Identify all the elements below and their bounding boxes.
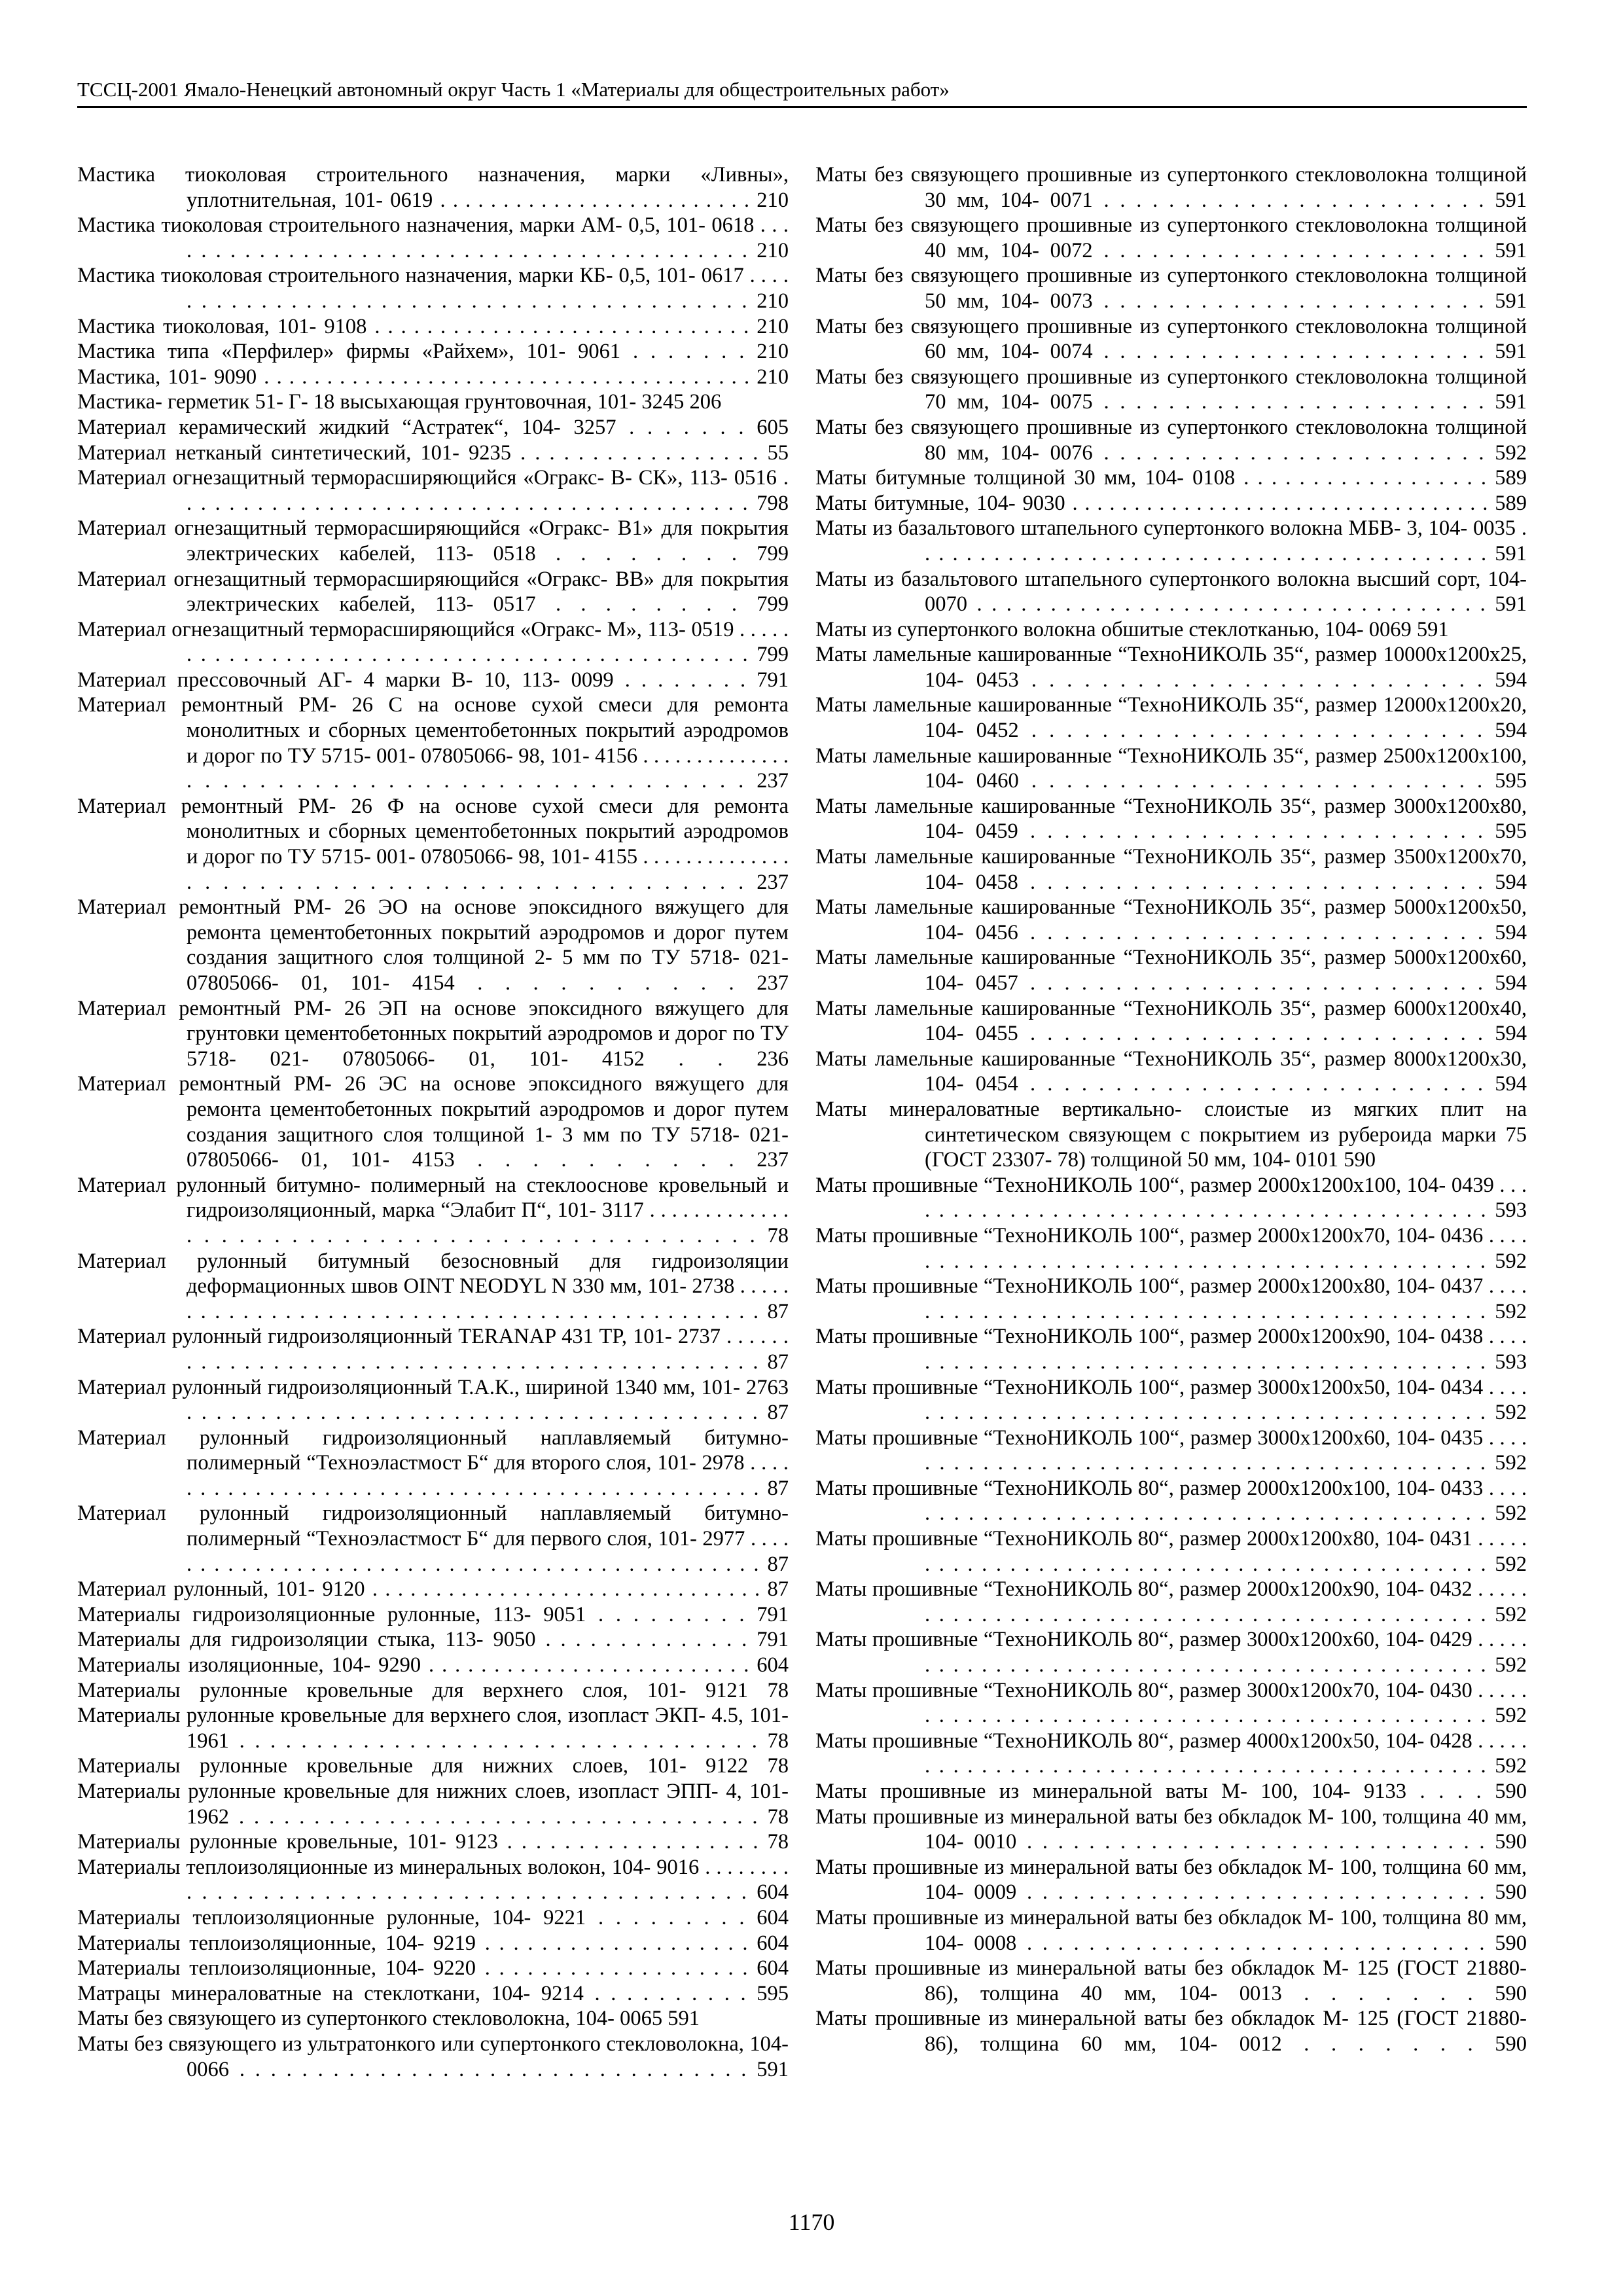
- index-entry: Материалы теплоизоляционные, 104- 9220 . . . . . . . . . . . . . . . . . . . 604: [77, 1956, 789, 1981]
- index-entry: Маты прошивные из минеральной ваты без обкладок М- 125 (ГОСТ 21880- 86), толщина 60 мм, 104- 0012 . . . . . . . 590: [815, 2007, 1527, 2056]
- index-entry: Материал рулонный битумный безосновный для гидроизоляции деформационных швов OINT NEODYL N 330 мм, 101- 2738 . . . . . . . . . . . . . . . . . . . . . . . . . . . . . . . . . . . . . . . . . . . . . . 87: [77, 1249, 789, 1323]
- index-entry: Материалы гидроизоляционные рулонные, 113- 9051 . . . . . . . . . 791: [77, 1602, 789, 1626]
- index-entry: Материал рулонный битумно- полимерный на стеклооснове кровельный и гидроизоляционный, марка “Элабит П“, 101- 3117 . . . . . . . . . . . . . . . . . . . . . . . . . . . . . . . . . . . . . . . . . . . . . . 78: [77, 1173, 789, 1247]
- index-entry: Маты без связующего прошивные из супертонкого стекловолокна толщиной 70 мм, 104- 0075 . . . . . . . . . . . . . . . . . . . . . . . . 591: [815, 365, 1527, 414]
- index-entry: Маты ламельные кашированные “ТехноНИКОЛЬ 35“, размер 3000х1200х80, 104- 0459 . . . . . . . . . . . . . . . . . . . . . . . . . . . 595: [815, 794, 1527, 844]
- index-entry: Маты ламельные кашированные “ТехноНИКОЛЬ 35“, размер 8000х1200х30, 104- 0454 . . . . . . . . . . . . . . . . . . . . . . . . . . . 594: [815, 1047, 1527, 1096]
- index-entry: Материалы рулонные кровельные, 101- 9123 . . . . . . . . . . . . . . . . . . 78: [77, 1830, 789, 1854]
- index-entry: Мастика тиоколовая, 101- 9108 . . . . . . . . . . . . . . . . . . . . . . . . . . . . . 210: [77, 314, 789, 338]
- index-entry: Материал огнезащитный терморасширяющийся «Огракс- В1» для покрытия электрических кабелей, 113- 0518 . . . . . . . . 799: [77, 516, 789, 565]
- index-entry: Материал ремонтный РМ- 26 ЭП на основе эпоксидного вяжущего для грунтовки цементобетонных покрытий аэродромов и дорог по ТУ 5718- 021- 07805066- 01, 101- 4152 . . 236: [77, 996, 789, 1071]
- index-entry: Материал рулонный гидроизоляционный наплавляемый битумно-полимерный “Техноэластмост Б“ для первого слоя, 101- 2977 . . . . . . . . . . . . . . . . . . . . . . . . . . . . . . . . . . . . . . . . . . . . . . 87: [77, 1501, 789, 1576]
- index-entry: Материал рулонный гидроизоляционный Т.А.К., шириной 1340 мм, 101- 2763 . . . . . . . . . . . . . . . . . . . . . . . . . . . . . . . . . . . . . . . 87: [77, 1375, 789, 1425]
- index-entry: Маты из супертонкого волокна обшитые стеклотканью, 104- 0069 591: [815, 617, 1449, 641]
- index-entry: Маты без связующего прошивные из супертонкого стекловолокна толщиной 60 мм, 104- 0074 . . . . . . . . . . . . . . . . . . . . . . . . 591: [815, 314, 1527, 364]
- index-entry: Маты прошивные “ТехноНИКОЛЬ 100“, размер 3000х1200х60, 104- 0435 . . . . . . . . . . . . . . . . . . . . . . . . . . . . . . . . . . . . . . . . . . . 592: [815, 1426, 1527, 1475]
- index-entry: Материал рулонный гидроизоляционный TERANAP 431 TP, 101- 2737 . . . . . . . . . . . . . . . . . . . . . . . . . . . . . . . . . . . . . . . . . . . . . . 87: [77, 1325, 789, 1374]
- index-entry: Материал рулонный гидроизоляционный наплавляемый битумно-полимерный “Техноэластмост Б“ для второго слоя, 101- 2978 . . . . . . . . . . . . . . . . . . . . . . . . . . . . . . . . . . . . . . . . . . . . . . 87: [77, 1426, 789, 1500]
- index-entry: Маты прошивные из минеральной ваты без обкладок М- 100, толщина 40 мм, 104- 0010 . . . . . . . . . . . . . . . . . . . . . . . . . . . . . . 590: [815, 1804, 1527, 1854]
- index-entry: Маты без связующего прошивные из супертонкого стекловолокна толщиной 50 мм, 104- 0073 . . . . . . . . . . . . . . . . . . . . . . . . 591: [815, 264, 1527, 313]
- index-entry: Материалы рулонные кровельные для верхнего слоя, 101- 9121 78: [77, 1678, 789, 1702]
- index-entry: Маты без связующего прошивные из супертонкого стекловолокна толщиной 30 мм, 104- 0071 . . . . . . . . . . . . . . . . . . . . . . . . 591: [815, 163, 1527, 212]
- index-entry: Маты прошивные “ТехноНИКОЛЬ 80“, размер 2000х1200х100, 104- 0433 . . . . . . . . . . . . . . . . . . . . . . . . . . . . . . . . . . . . . . . . . . . 592: [815, 1476, 1527, 1526]
- index-entry: Материалы теплоизоляционные, 104- 9219 . . . . . . . . . . . . . . . . . . . 604: [77, 1931, 789, 1955]
- index-entry: Маты из базальтового штапельного супертонкого волокна высший сорт, 104- 0070 . . . . . . . . . . . . . . . . . . . . . . . . . . . . . . . . . . . 591: [815, 567, 1527, 617]
- index-entry: Маты прошивные из минеральной ваты без обкладок М- 100, толщина 60 мм, 104- 0009 . . . . . . . . . . . . . . . . . . . . . . . . . . . . . . 590: [815, 1855, 1527, 1905]
- index-entry: Маты минераловатные вертикально- слоистые из мягких плит на синтетическом связующем с покрытием из рубероида марки 75 (ГОСТ 23307- 78) толщиной 50 мм, 104- 0101 590: [815, 1097, 1527, 1172]
- index-entry: Маты без связующего прошивные из супертонкого стекловолокна толщиной 80 мм, 104- 0076 . . . . . . . . . . . . . . . . . . . . . . . . 592: [815, 415, 1527, 465]
- index-entry: Материал огнезащитный терморасширяющийся «Огракс- ВВ» для покрытия электрических кабелей, 113- 0517 . . . . . . . . 799: [77, 567, 789, 617]
- index-entry: Маты прошивные “ТехноНИКОЛЬ 100“, размер 3000х1200х50, 104- 0434 . . . . . . . . . . . . . . . . . . . . . . . . . . . . . . . . . . . . . . . . . . . 592: [815, 1375, 1527, 1425]
- index-entry: Материал прессовочный АГ- 4 марки В- 10, 113- 0099 . . . . . . . . 791: [77, 668, 789, 692]
- index-entry: Мастика- герметик 51- Г- 18 высыхающая грунтовочная, 101- 3245 206: [77, 390, 722, 414]
- index-entry: Маты битумные, 104- 9030 . . . . . . . . . . . . . . . . . . . . . . . . . . . . . . . . . . 589: [815, 491, 1527, 515]
- index-entry: Маты ламельные кашированные “ТехноНИКОЛЬ 35“, размер 2500х1200х100, 104- 0460 . . . . . . . . . . . . . . . . . . . . . . . . . . 595: [815, 744, 1527, 793]
- index-entry: Материал ремонтный РМ- 26 Ф на основе сухой смеси для ремонта монолитных и сборных цементобетонных покрытий аэродромов и дорог по ТУ 5715- 001- 07805066- 98, 101- 4155 . . . . . . . . . . . . . . . . . . . . . . . . . . . . . . . . . . . . . . . . . . . . . 237: [77, 794, 789, 894]
- index-entry: Материал огнезащитный терморасширяющийся «Огракс- В- СК», 113- 0516 . . . . . . . . . . . . . . . . . . . . . . . . . . . . . . . . . . . . . . . . . 798: [77, 466, 789, 515]
- index-entry: Мастика тиоколовая строительного назначения, марки АМ- 0,5, 101- 0618 . . . . . . . . . . . . . . . . . . . . . . . . . . . . . . . . . . . . . . . . . . 210: [77, 213, 789, 262]
- index-column-right: [815, 162, 1527, 2057]
- index-entry: Маты ламельные кашированные “ТехноНИКОЛЬ 35“, размер 10000х1200х25, 104- 0453 . . . . . . . . . . . . . . . . . . . . . . . . . . 594: [815, 643, 1527, 692]
- index-entry: Материал керамический жидкий “Астратек“, 104- 3257 . . . . . . . 605: [77, 415, 789, 439]
- index-entry: Маты прошивные “ТехноНИКОЛЬ 100“, размер 2000х1200х90, 104- 0438 . . . . . . . . . . . . . . . . . . . . . . . . . . . . . . . . . . . . . . . . . . . 593: [815, 1325, 1527, 1374]
- index-entry: Маты прошивные из минеральной ваты М- 100, 104- 9133 . . . . 590: [815, 1780, 1527, 1803]
- index-entry: Маты без связующего из ультратонкого или супертонкого стекловолокна, 104- 0066 . . . . . . . . . . . . . . . . . . . . . . . . . . . . . . . . . 591: [77, 2032, 789, 2081]
- index-entry: Материал нетканый синтетический, 101- 9235 . . . . . . . . . . . . . . . . . 55: [77, 440, 789, 465]
- index-entry: Материалы теплоизоляционные из минеральных волокон, 104- 9016 . . . . . . . . . . . . . . . . . . . . . . . . . . . . . . . . . . . . . . . . . . . . . 604: [77, 1855, 789, 1905]
- index-entry: Маты прошивные “ТехноНИКОЛЬ 80“, размер 3000х1200х60, 104- 0429 . . . . . . . . . . . . . . . . . . . . . . . . . . . . . . . . . . . . . . . . . . . . . 592: [815, 1628, 1527, 1677]
- index-entry: Материал ремонтный РМ- 26 ЭС на основе эпоксидного вяжущего для ремонта цементобетонных покрытий аэродромов и дорог путем создания защитного слоя толщиной 1- 3 мм по ТУ 5718- 021- 07805066- 01, 101- 4153 . . . . . . . . . . 237: [77, 1072, 789, 1172]
- index-entry: Маты ламельные кашированные “ТехноНИКОЛЬ 35“, размер 5000х1200х60, 104- 0457 . . . . . . . . . . . . . . . . . . . . . . . . . . . 594: [815, 946, 1527, 995]
- index-entry: Материал рулонный, 101- 9120 . . . . . . . . . . . . . . . . . . . . . . . . . . . . . . . 87: [77, 1577, 789, 1602]
- index-entry: Материалы рулонные кровельные для нижних слоев, изопласт ЭПП- 4, 101- 1962 . . . . . . . . . . . . . . . . . . . . . . . . . . . . . . . . . . . 78: [77, 1780, 789, 1829]
- index-entry: Материалы для гидроизоляции стыка, 113- 9050 . . . . . . . . . . . . . . 791: [77, 1628, 789, 1652]
- index-entry: Маты без связующего прошивные из супертонкого стекловолокна толщиной 40 мм, 104- 0072 . . . . . . . . . . . . . . . . . . . . . . . . 591: [815, 213, 1527, 262]
- index-entry: Маты прошивные “ТехноНИКОЛЬ 100“, размер 2000х1200х80, 104- 0437 . . . . . . . . . . . . . . . . . . . . . . . . . . . . . . . . . . . . . . . . . . . 592: [815, 1274, 1527, 1323]
- index-entry: Маты прошивные “ТехноНИКОЛЬ 80“, размер 3000х1200х70, 104- 0430 . . . . . . . . . . . . . . . . . . . . . . . . . . . . . . . . . . . . . . . . . . . . . 592: [815, 1678, 1527, 1728]
- index-entry: Маты битумные толщиной 30 мм, 104- 0108 . . . . . . . . . . . . . . . . . . 589: [815, 466, 1527, 490]
- index-entry: Мастика тиоколовая строительного назначения, марки «Ливны», уплотнительная, 101- 0619 . . . . . . . . . . . . . . . . . . . . . . . . . 210: [77, 163, 789, 212]
- index-entry: Маты ламельные кашированные “ТехноНИКОЛЬ 35“, размер 5000х1200х50, 104- 0456 . . . . . . . . . . . . . . . . . . . . . . . . . . . 594: [815, 895, 1527, 944]
- index-entry: Маты ламельные кашированные “ТехноНИКОЛЬ 35“, размер 12000х1200х20, 104- 0452 . . . . . . . . . . . . . . . . . . . . . . . . . . 594: [815, 693, 1527, 743]
- index-entry: Маты прошивные “ТехноНИКОЛЬ 100“, размер 2000х1200х70, 104- 0436 . . . . . . . . . . . . . . . . . . . . . . . . . . . . . . . . . . . . . . . . . . . 592: [815, 1223, 1527, 1273]
- index-entry: Материал ремонтный РМ- 26 ЭО на основе эпоксидного вяжущего для ремонта цементобетонных покрытий аэродромов и дорог путем создания защитного слоя толщиной 2- 5 мм по ТУ 5718- 021- 07805066- 01, 101- 4154 . . . . . . . . . . 237: [77, 895, 789, 995]
- index-entry: Мастика типа «Перфилер» фирмы «Райхем», 101- 9061 . . . . . . . 210: [77, 340, 789, 364]
- header-rule: [77, 106, 1527, 108]
- index-entry: Мастика тиоколовая строительного назначения, марки КБ- 0,5, 101- 0617 . . . . . . . . . . . . . . . . . . . . . . . . . . . . . . . . . . . . . . . . . . 210: [77, 264, 789, 313]
- index-entry: Материалы рулонные кровельные для верхнего слоя, изопласт ЭКП- 4.5, 101- 1961 . . . . . . . . . . . . . . . . . . . . . . . . . . . . . . . . . . 78: [77, 1704, 789, 1753]
- index-entry: Материалы теплоизоляционные рулонные, 104- 9221 . . . . . . . . . 604: [77, 1905, 789, 1929]
- index-column-left: [77, 162, 789, 2082]
- index-entry: Матрацы минераловатные на стеклоткани, 104- 9214 . . . . . . . . . . 595: [77, 1981, 789, 2005]
- index-entry: Мастика, 101- 9090 . . . . . . . . . . . . . . . . . . . . . . . . . . . . . . . . . . . . . . . 210: [77, 365, 789, 389]
- page-number: 1170: [788, 2209, 835, 2235]
- running-header: ТССЦ-2001 Ямало-Ненецкий автономный округ Часть 1 «Материалы для общестроительных работ»: [77, 78, 950, 101]
- index-entry: Материалы изоляционные, 104- 9290 . . . . . . . . . . . . . . . . . . . . . . . . . 604: [77, 1653, 789, 1677]
- index-entry: Маты ламельные кашированные “ТехноНИКОЛЬ 35“, размер 3500х1200х70, 104- 0458 . . . . . . . . . . . . . . . . . . . . . . . . . . . 594: [815, 845, 1527, 894]
- index-entry: Маты прошивные из минеральной ваты без обкладок М- 100, толщина 80 мм, 104- 0008 . . . . . . . . . . . . . . . . . . . . . . . . . . . . . . 590: [815, 1905, 1527, 1955]
- index-entry: Материалы рулонные кровельные для нижних слоев, 101- 9122 78: [77, 1754, 789, 1778]
- index-entry: Маты прошивные “ТехноНИКОЛЬ 80“, размер 4000х1200х50, 104- 0428 . . . . . . . . . . . . . . . . . . . . . . . . . . . . . . . . . . . . . . . . . . . . . 592: [815, 1729, 1527, 1778]
- index-entry: Маты без связующего из супертонкого стекловолокна, 104- 0065 591: [77, 2007, 700, 2031]
- index-entry: Материал огнезащитный терморасширяющийся «Огракс- М», 113- 0519 . . . . . . . . . . . . . . . . . . . . . . . . . . . . . . . . . . . . . . . . . . . . . 799: [77, 617, 789, 667]
- index-entry: Маты прошивные из минеральной ваты без обкладок М- 125 (ГОСТ 21880- 86), толщина 40 мм, 104- 0013 . . . . . . . 590: [815, 1956, 1527, 2005]
- index-entry: Маты прошивные “ТехноНИКОЛЬ 80“, размер 2000х1200х80, 104- 0431 . . . . . . . . . . . . . . . . . . . . . . . . . . . . . . . . . . . . . . . . . . . . . 592: [815, 1527, 1527, 1576]
- index-entry: Маты ламельные кашированные “ТехноНИКОЛЬ 35“, размер 6000х1200х40, 104- 0455 . . . . . . . . . . . . . . . . . . . . . . . . . . . 594: [815, 996, 1527, 1046]
- index-entry: Маты прошивные “ТехноНИКОЛЬ 100“, размер 2000х1200х100, 104- 0439 . . . . . . . . . . . . . . . . . . . . . . . . . . . . . . . . . . . . . . . . . . . 593: [815, 1173, 1527, 1223]
- index-entry: Маты прошивные “ТехноНИКОЛЬ 80“, размер 2000х1200х90, 104- 0432 . . . . . . . . . . . . . . . . . . . . . . . . . . . . . . . . . . . . . . . . . . . . . 592: [815, 1577, 1527, 1626]
- index-entry: Материал ремонтный РМ- 26 С на основе сухой смеси для ремонта монолитных и сборных цементобетонных покрытий аэродромов и дорог по ТУ 5715- 001- 07805066- 98, 101- 4156 . . . . . . . . . . . . . . . . . . . . . . . . . . . . . . . . . . . . . . . . . . . . . 237: [77, 693, 789, 793]
- index-entry: Маты из базальтового штапельного супертонкого волокна МБВ- 3, 104- 0035 . . . . . . . . . . . . . . . . . . . . . . . . . . . . . . . . . . . . . . . . . . 591: [815, 516, 1527, 565]
